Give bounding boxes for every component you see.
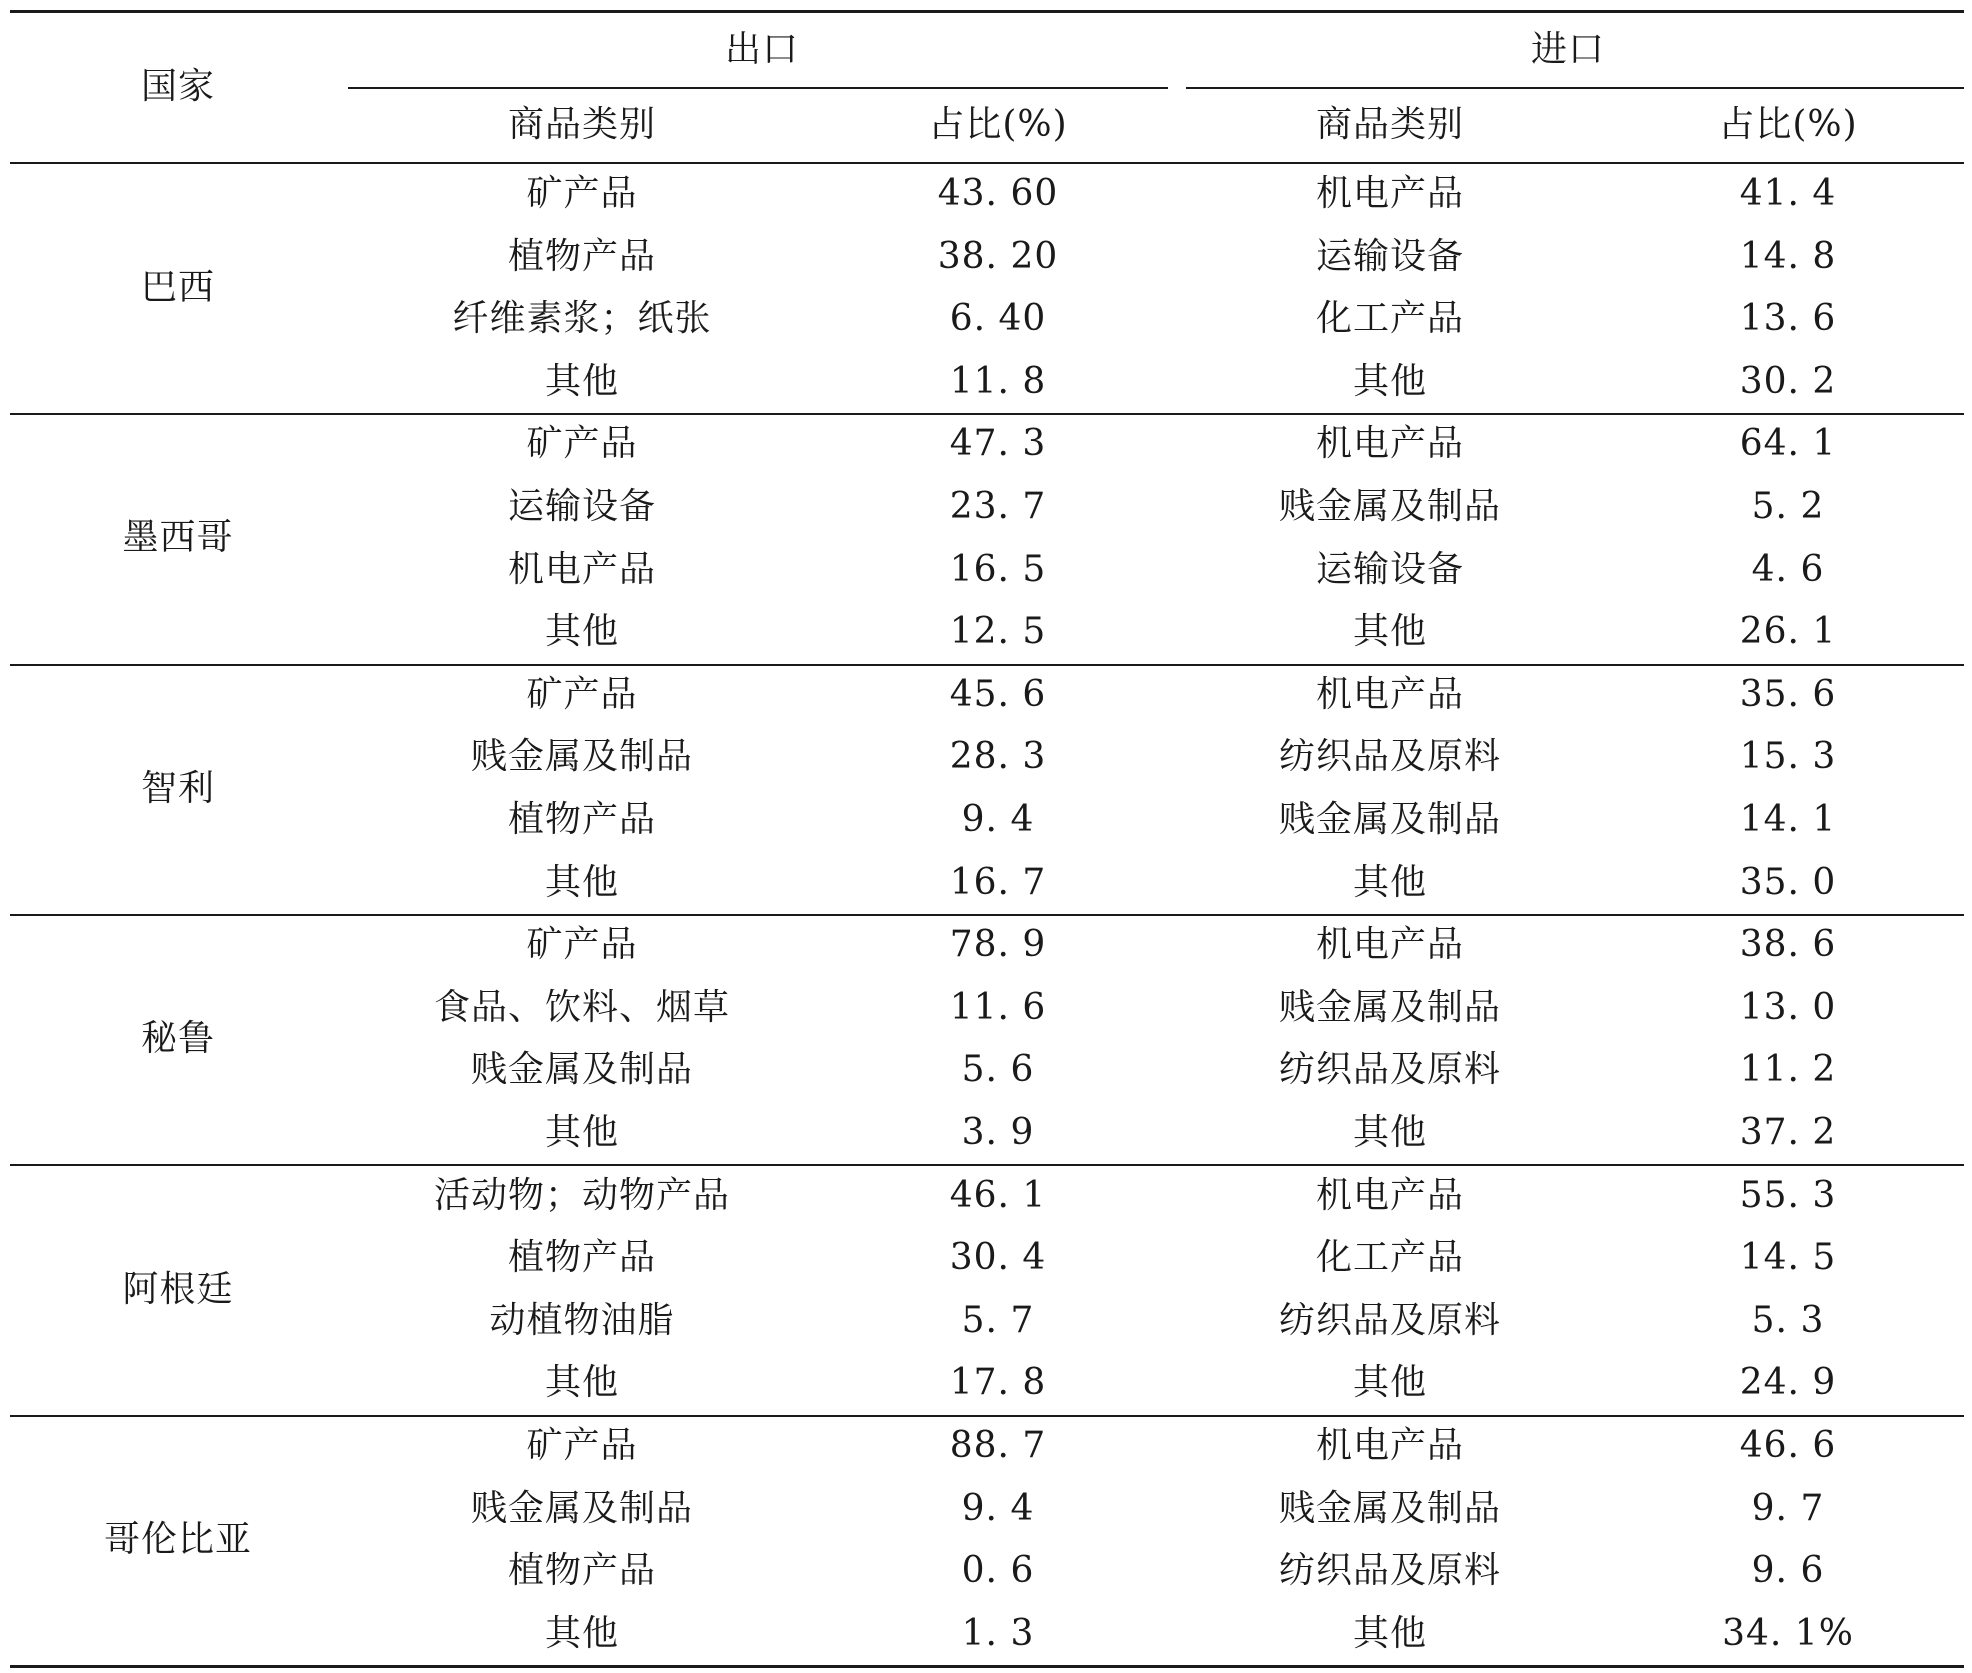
export-share-cell: 0. 6: [961, 1550, 1035, 1592]
export-share-cell: 5. 7: [961, 1299, 1035, 1341]
import-category-cell: 运输设备: [1315, 235, 1465, 277]
country-cell: 墨西哥: [122, 517, 234, 559]
header-export-share: 占比(%): [928, 104, 1068, 145]
export-category-cell: 其他: [544, 611, 620, 653]
export-share-cell: 11. 8: [949, 360, 1047, 402]
import-category-cell: 机电产品: [1315, 1174, 1465, 1216]
export-category-cell: 其他: [544, 360, 620, 402]
import-category-cell: 其他: [1352, 861, 1428, 903]
group-separator-rule: [10, 1415, 1964, 1417]
country-cell: 智利: [140, 767, 216, 809]
export-share-cell: 17. 8: [949, 1362, 1047, 1404]
import-share-cell: 14. 8: [1739, 235, 1837, 277]
export-share-cell: 3. 9: [961, 1112, 1035, 1153]
import-share-cell: 46. 6: [1739, 1425, 1837, 1466]
import-category-cell: 机电产品: [1315, 173, 1465, 214]
export-category-cell: 贱金属及制品: [470, 1487, 694, 1529]
import-category-cell: 机电产品: [1315, 1425, 1465, 1466]
export-category-cell: 其他: [544, 1112, 620, 1153]
import-category-cell: 机电产品: [1315, 924, 1465, 966]
import-share-cell: 41. 4: [1739, 173, 1837, 214]
export-category-cell: 机电产品: [507, 548, 657, 590]
export-category-cell: 矿产品: [526, 673, 638, 715]
export-group-underline: [348, 87, 1168, 89]
header-bottom-rule: [10, 162, 1964, 164]
import-group-underline: [1186, 87, 1964, 89]
import-category-cell: 纺织品及原料: [1278, 736, 1502, 778]
import-share-cell: 30. 2: [1739, 360, 1837, 402]
header-country: 国家: [140, 66, 216, 107]
export-category-cell: 矿产品: [526, 924, 638, 966]
import-share-cell: 14. 1: [1739, 799, 1837, 840]
import-category-cell: 贱金属及制品: [1278, 799, 1502, 840]
export-share-cell: 23. 7: [949, 486, 1047, 527]
import-category-cell: 纺织品及原料: [1278, 1550, 1502, 1592]
import-share-cell: 55. 3: [1739, 1174, 1837, 1216]
header-export: 出口: [724, 29, 800, 70]
import-share-cell: 35. 0: [1739, 861, 1837, 903]
group-separator-rule: [10, 413, 1964, 415]
export-share-cell: 12. 5: [949, 611, 1047, 653]
export-category-cell: 纤维素浆；纸张: [452, 298, 712, 340]
export-share-cell: 11. 6: [949, 986, 1047, 1028]
export-category-cell: 活动物；动物产品: [433, 1174, 731, 1216]
export-category-cell: 植物产品: [507, 1550, 657, 1592]
export-category-cell: 矿产品: [526, 173, 638, 214]
export-category-cell: 植物产品: [507, 799, 657, 840]
export-share-cell: 38. 20: [937, 235, 1059, 277]
export-share-cell: 30. 4: [949, 1237, 1047, 1279]
import-share-cell: 5. 2: [1751, 486, 1825, 527]
import-share-cell: 11. 2: [1739, 1049, 1837, 1091]
import-share-cell: 5. 3: [1751, 1299, 1825, 1341]
import-share-cell: 35. 6: [1739, 673, 1837, 715]
header-import-share: 占比(%): [1718, 104, 1858, 145]
import-category-cell: 其他: [1352, 1612, 1428, 1654]
import-category-cell: 机电产品: [1315, 673, 1465, 715]
export-category-cell: 矿产品: [526, 423, 638, 465]
export-share-cell: 16. 7: [949, 861, 1047, 903]
country-cell: 巴西: [140, 266, 216, 308]
export-share-cell: 5. 6: [961, 1049, 1035, 1091]
export-share-cell: 46. 1: [949, 1174, 1047, 1216]
import-category-cell: 机电产品: [1315, 423, 1465, 465]
header-import: 进口: [1530, 29, 1606, 70]
export-category-cell: 其他: [544, 1362, 620, 1404]
import-category-cell: 其他: [1352, 1112, 1428, 1153]
export-category-cell: 动植物油脂: [489, 1299, 675, 1341]
export-category-cell: 植物产品: [507, 1237, 657, 1279]
export-share-cell: 78. 9: [949, 924, 1047, 966]
import-category-cell: 其他: [1352, 1362, 1428, 1404]
top-rule: [10, 10, 1964, 13]
export-share-cell: 47. 3: [949, 423, 1047, 465]
import-share-cell: 14. 5: [1739, 1237, 1837, 1279]
export-share-cell: 43. 60: [937, 173, 1059, 214]
export-share-cell: 28. 3: [949, 736, 1047, 778]
bottom-rule: [10, 1665, 1964, 1668]
export-share-cell: 45. 6: [949, 673, 1047, 715]
export-category-cell: 植物产品: [507, 235, 657, 277]
export-share-cell: 88. 7: [949, 1425, 1047, 1466]
import-category-cell: 化工产品: [1315, 298, 1465, 340]
export-category-cell: 矿产品: [526, 1425, 638, 1466]
import-share-cell: 13. 0: [1739, 986, 1837, 1028]
group-separator-rule: [10, 1164, 1964, 1166]
import-share-cell: 34. 1%: [1722, 1612, 1854, 1654]
country-cell: 哥伦比亚: [103, 1518, 253, 1560]
import-share-cell: 64. 1: [1739, 423, 1837, 465]
import-share-cell: 26. 1: [1739, 611, 1837, 653]
import-share-cell: 4. 6: [1751, 548, 1825, 590]
export-share-cell: 6. 40: [949, 298, 1047, 340]
export-category-cell: 其他: [544, 861, 620, 903]
import-share-cell: 24. 9: [1739, 1362, 1837, 1404]
import-share-cell: 9. 6: [1751, 1550, 1825, 1592]
header-export-category: 商品类别: [507, 104, 657, 145]
export-category-cell: 食品、饮料、烟草: [433, 986, 731, 1028]
import-category-cell: 贱金属及制品: [1278, 1487, 1502, 1529]
import-category-cell: 其他: [1352, 611, 1428, 653]
country-cell: 阿根廷: [122, 1268, 234, 1310]
export-category-cell: 贱金属及制品: [470, 1049, 694, 1091]
header-import-category: 商品类别: [1315, 104, 1465, 145]
import-category-cell: 化工产品: [1315, 1237, 1465, 1279]
export-share-cell: 16. 5: [949, 548, 1047, 590]
export-share-cell: 1. 3: [961, 1612, 1035, 1654]
group-separator-rule: [10, 664, 1964, 666]
import-category-cell: 纺织品及原料: [1278, 1049, 1502, 1091]
import-share-cell: 37. 2: [1739, 1112, 1837, 1153]
import-share-cell: 38. 6: [1739, 924, 1837, 966]
import-category-cell: 纺织品及原料: [1278, 1299, 1502, 1341]
import-share-cell: 9. 7: [1751, 1487, 1825, 1529]
import-category-cell: 贱金属及制品: [1278, 986, 1502, 1028]
group-separator-rule: [10, 914, 1964, 916]
import-category-cell: 运输设备: [1315, 548, 1465, 590]
export-share-cell: 9. 4: [961, 799, 1035, 840]
import-category-cell: 其他: [1352, 360, 1428, 402]
export-share-cell: 9. 4: [961, 1487, 1035, 1529]
country-cell: 秘鲁: [140, 1018, 216, 1060]
import-share-cell: 15. 3: [1739, 736, 1837, 778]
export-category-cell: 运输设备: [507, 486, 657, 527]
import-category-cell: 贱金属及制品: [1278, 486, 1502, 527]
import-share-cell: 13. 6: [1739, 298, 1837, 340]
export-category-cell: 其他: [544, 1612, 620, 1654]
export-category-cell: 贱金属及制品: [470, 736, 694, 778]
